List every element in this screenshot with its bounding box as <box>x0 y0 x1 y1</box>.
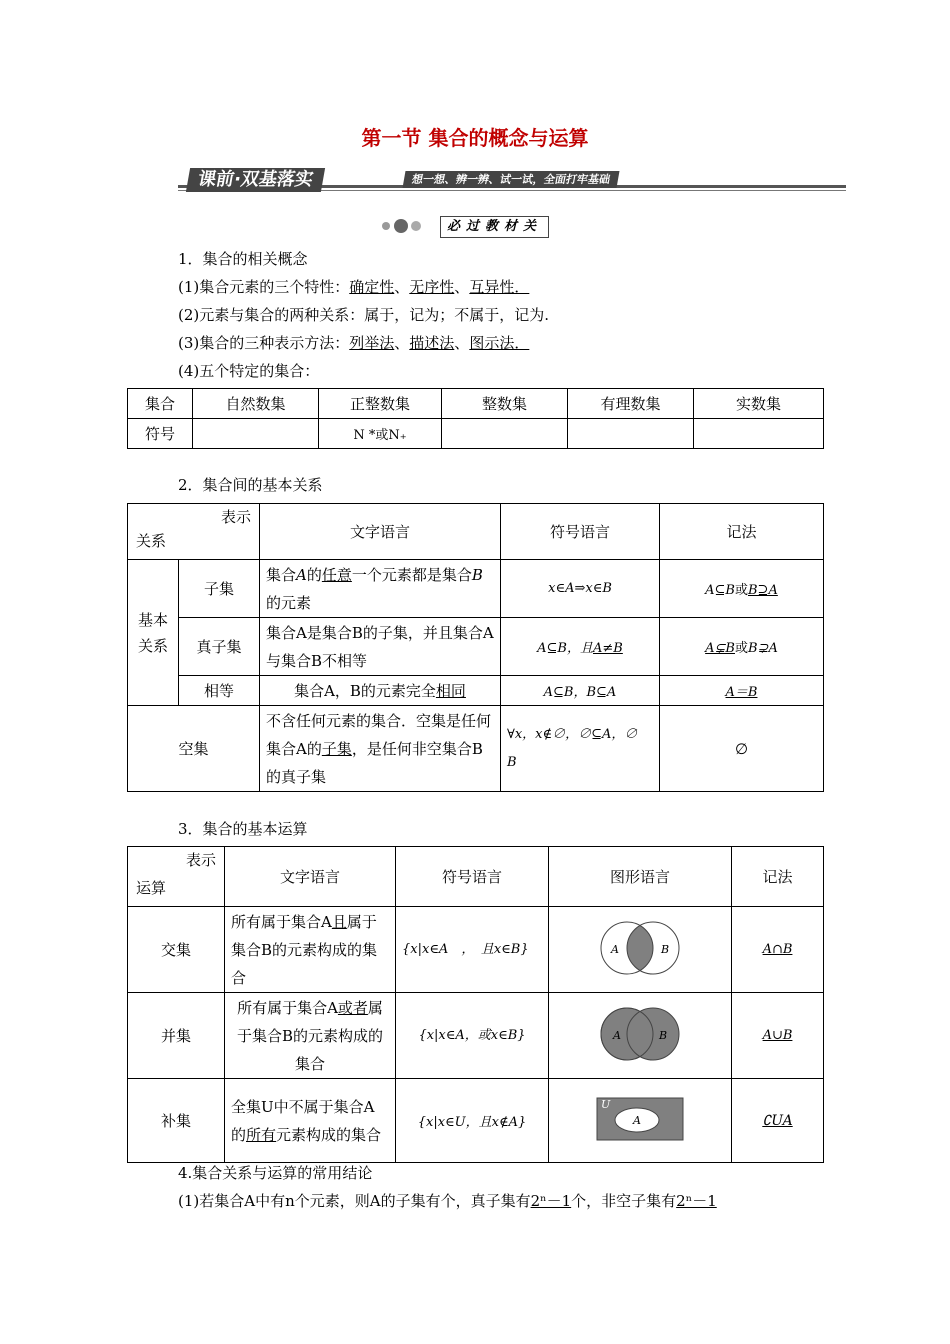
row-name: 并集 <box>128 993 225 1079</box>
intersection-text: 所有属于集合A且属于集合B的元素构成的集合 <box>225 907 396 993</box>
intersection-symbol: {x|x∈A ， 且x∈B} <box>396 907 549 993</box>
venn-union-icon <box>585 1004 695 1064</box>
method-2: 描述法 <box>409 334 455 352</box>
equal-symbol: A⊆B，B⊆A <box>501 676 660 706</box>
row-name: 交集 <box>128 907 225 993</box>
section-label: 必过教材关 <box>440 216 549 238</box>
row-name: 空集 <box>128 706 260 792</box>
intersection-diagram <box>549 907 732 993</box>
union-notation: A∪B <box>732 993 824 1079</box>
intersection-notation: A∩B <box>732 907 824 993</box>
s2-heading: 2．集合间的基本关系 <box>178 476 323 494</box>
row-name: 相等 <box>179 676 260 706</box>
s3-heading: 3．集合的基本运算 <box>178 820 308 838</box>
svg-text:B: B <box>661 942 670 956</box>
complement-text: 全集U中不属于集合A的所有元素构成的集合 <box>225 1079 396 1163</box>
proper-subset-text: 集合A是集合B的子集，并且集合A与集合B不相等 <box>260 618 501 676</box>
table-cell: 正整数集 <box>319 389 442 419</box>
svg-text:U: U <box>601 1097 611 1111</box>
empty-symbol: ∀x，x∉∅，∅⊆A，∅ B <box>501 706 660 792</box>
table-cell <box>568 419 694 449</box>
complement-diagram <box>549 1079 732 1163</box>
table-cell <box>193 419 319 449</box>
table-cell: 实数集 <box>694 389 824 419</box>
col-header: 符号语言 <box>396 847 549 907</box>
s4-heading: 4.集合关系与运算的常用结论 <box>178 1164 373 1182</box>
group-label: 基本 关系 <box>128 560 179 706</box>
number-sets-table <box>127 388 824 449</box>
header-corner: 表示 运算 <box>128 847 225 907</box>
complement-symbol: {x|x∈U，且x∉A} <box>396 1079 549 1163</box>
table-cell <box>442 419 568 449</box>
s1-line2: (2)元素与集合的两种关系：属于，记为；不属于，记为. <box>178 306 550 324</box>
proper-subset-notation: A⊊B或B⊋A <box>660 618 824 676</box>
table-cell: 符号 <box>128 419 193 449</box>
s4-line1: (1)若集合A中有n个元素，则A的子集有个，真子集有2ⁿ－1个，非空子集有2ⁿ－1 <box>178 1192 717 1210</box>
relations-table <box>127 503 824 792</box>
operations-table <box>127 846 824 1163</box>
svg-text:A: A <box>613 1028 621 1042</box>
empty-notation: ∅ <box>660 706 824 792</box>
banner-sub: 想一想、辨一辨、试一试，全面打牢基础 <box>403 171 620 188</box>
table-cell <box>694 419 824 449</box>
col-header: 记法 <box>660 504 824 560</box>
table-cell: 自然数集 <box>193 389 319 419</box>
section-banner <box>178 168 846 194</box>
equal-notation: A＝B <box>660 676 824 706</box>
row-name: 子集 <box>179 560 260 618</box>
union-symbol: {x|x∈A，或x∈B} <box>396 993 549 1079</box>
subset-text: 集合A的任意一个元素都是集合B的元素 <box>260 560 501 618</box>
method-3: 图示法． <box>469 334 530 352</box>
table-cell: 整数集 <box>442 389 568 419</box>
s1-line1: (1)集合元素的三个特性：确定性、无序性、互异性． <box>178 278 530 296</box>
property-3: 互异性． <box>469 278 530 296</box>
page-title: 第一节 集合的概念与运算 <box>361 126 589 150</box>
table-cell: N *或N₊ <box>319 419 442 449</box>
subset-notation: A⊆B或B⊇A <box>660 560 824 618</box>
property-1: 确定性 <box>349 278 395 296</box>
svg-text:A: A <box>633 1113 641 1127</box>
table-cell: 有理数集 <box>568 389 694 419</box>
s1-heading: 1．集合的相关概念 <box>178 250 308 268</box>
union-diagram <box>549 993 732 1079</box>
venn-intersection-icon <box>585 918 695 978</box>
dots-icon <box>382 217 442 235</box>
col-header: 文字语言 <box>260 504 501 560</box>
s1-line4: (4)五个特定的集合： <box>178 362 320 380</box>
row-name: 补集 <box>128 1079 225 1163</box>
empty-text: 不含任何元素的集合．空集是任何集合A的子集，是任何非空集合B的真子集 <box>260 706 501 792</box>
svg-text:A: A <box>611 942 619 956</box>
proper-subset-symbol: A⊆B，且A≠B <box>501 618 660 676</box>
s1-line3: (3)集合的三种表示方法：列举法、描述法、图示法． <box>178 334 530 352</box>
col-header: 文字语言 <box>225 847 396 907</box>
col-header: 记法 <box>732 847 824 907</box>
col-header: 符号语言 <box>501 504 660 560</box>
banner-main: 课前·双基落实 <box>186 168 325 192</box>
svg-text:B: B <box>659 1028 668 1042</box>
table-cell: 集合 <box>128 389 193 419</box>
row-name: 真子集 <box>179 618 260 676</box>
method-1: 列举法 <box>349 334 395 352</box>
complement-notation: ∁UA <box>732 1079 824 1163</box>
equal-text: 集合A，B的元素完全相同 <box>260 676 501 706</box>
header-corner: 表示 关系 <box>128 504 260 560</box>
venn-complement-icon <box>585 1094 695 1144</box>
property-2: 无序性 <box>409 278 455 296</box>
union-text: 所有属于集合A或者属于集合B的元素构成的集合 <box>225 993 396 1079</box>
col-header: 图形语言 <box>549 847 732 907</box>
subset-symbol: x∈A⇒x∈B <box>501 560 660 618</box>
